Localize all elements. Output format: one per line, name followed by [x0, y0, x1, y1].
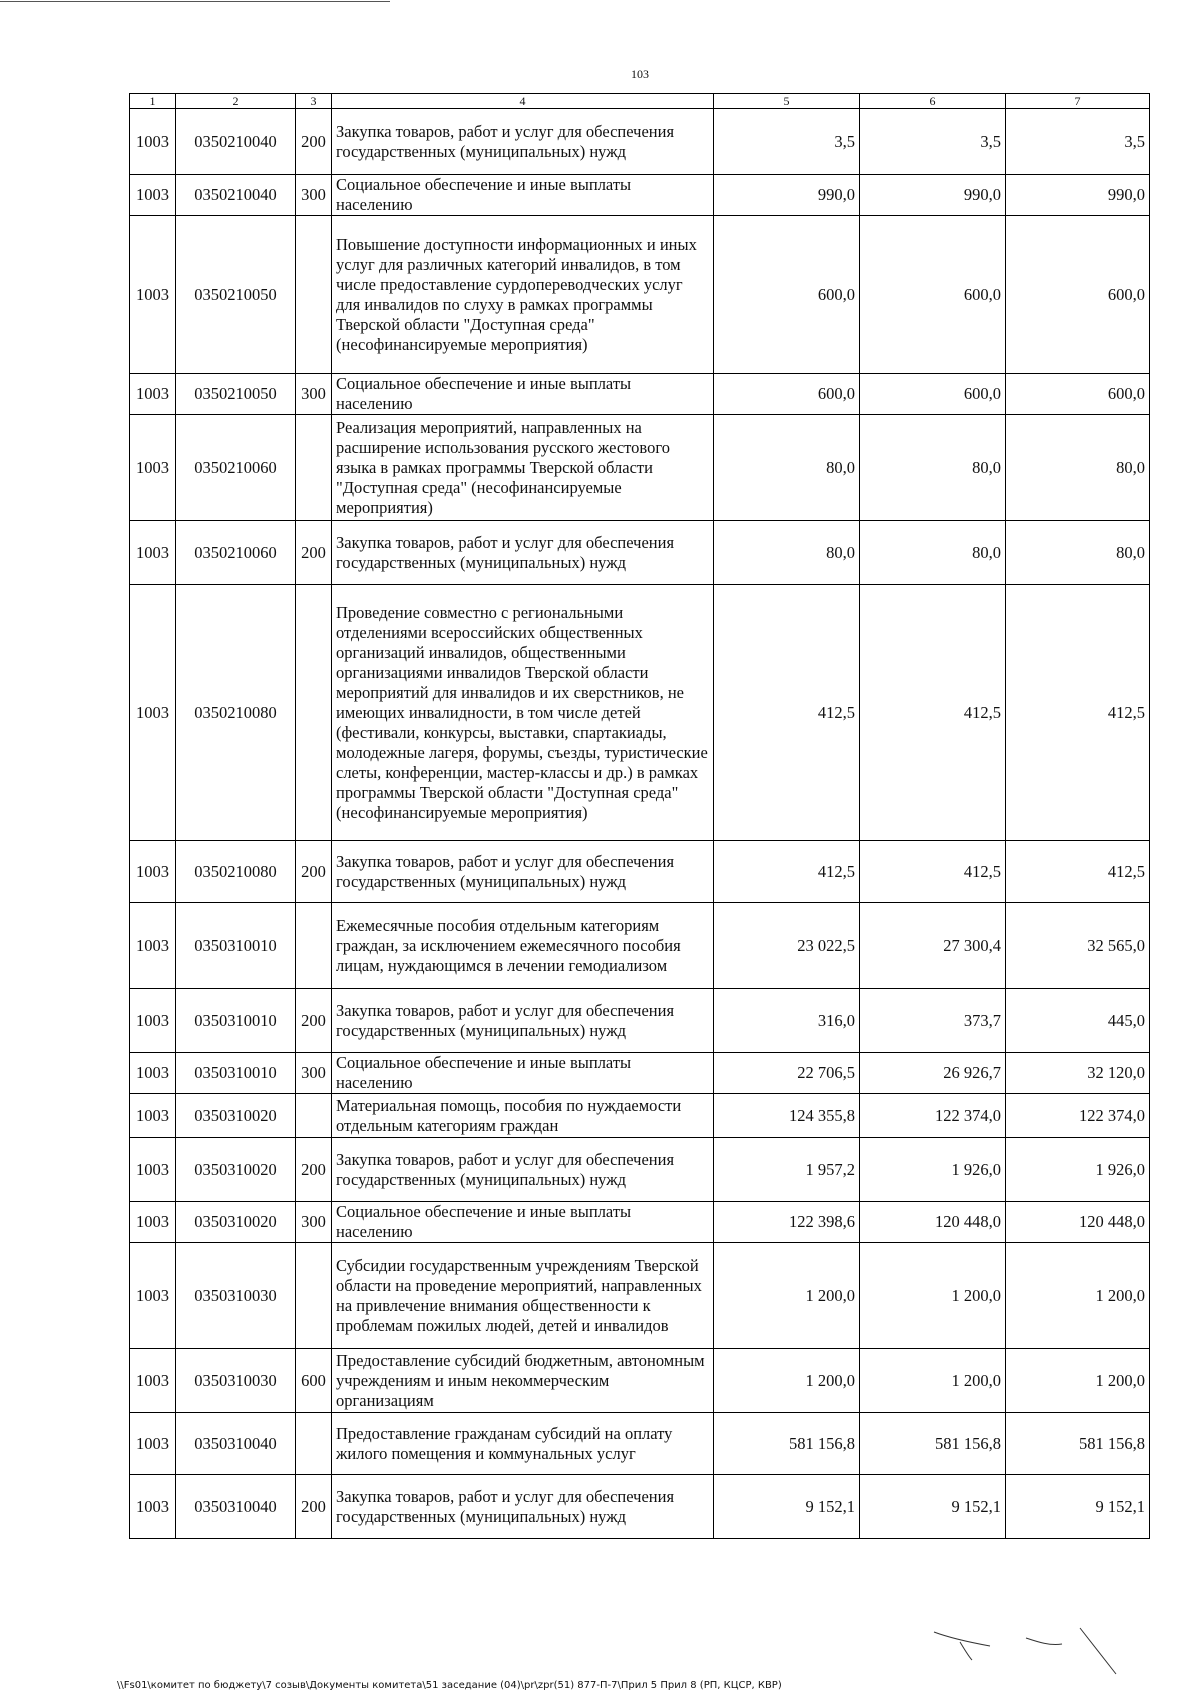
table-row — [130, 1413, 1150, 1475]
amount-year3-cell: 1 200,0 — [1006, 1349, 1150, 1413]
description-cell: Проведение совместно с региональными отделениями всероссийских общественных организаций инвалидов, общественными организациями инвалидов Тверской области мероприятий для инвалидов и их сверстников, не имеющих инвалидности, в том числе детей (фестивали, конкурсы, выставки, спартакиады, молодежные лагеря, форумы, съезды, туристические слеты, конференции, мастер-классы и др.) в рамках программы Тверской области "Доступная среда" (несофинансируемые мероприятия) — [332, 585, 714, 841]
description-cell: Ежемесячные пособия отдельным категориям граждан, за исключением ежемесячного пособия лицам, нуждающимся в лечении гемодиализом — [332, 903, 714, 989]
description-cell: Закупка товаров, работ и услуг для обеспечения государственных (муниципальных) нужд — [332, 1138, 714, 1202]
expense-type-cell: 200 — [296, 841, 332, 903]
target-article-cell: 0350210040 — [176, 175, 296, 216]
amount-year3-cell: 600,0 — [1006, 374, 1150, 415]
column-header: 6 — [860, 94, 1006, 109]
amount-year2-cell: 26 926,7 — [860, 1053, 1006, 1094]
description-cell: Закупка товаров, работ и услуг для обеспечения государственных (муниципальных) нужд — [332, 109, 714, 175]
column-number-row — [130, 94, 1150, 109]
table-row — [130, 903, 1150, 989]
expense-type-cell: 200 — [296, 521, 332, 585]
section-code-cell: 1003 — [130, 1202, 176, 1243]
table-row — [130, 109, 1150, 175]
description-cell: Повышение доступности информационных и иных услуг для различных категорий инвалидов, в том числе предоставление сурдопереводческих услуг для инвалидов по слуху в рамках программы Тверской области "Доступная среда" (несофинансируемые мероприятия) — [332, 216, 714, 374]
table-row — [130, 1349, 1150, 1413]
description-cell: Закупка товаров, работ и услуг для обеспечения государственных (муниципальных) нужд — [332, 841, 714, 903]
expense-type-cell — [296, 903, 332, 989]
expense-type-cell: 200 — [296, 989, 332, 1053]
expense-type-cell: 300 — [296, 1202, 332, 1243]
target-article-cell: 0350210060 — [176, 521, 296, 585]
section-code-cell: 1003 — [130, 585, 176, 841]
top-rule — [0, 1, 390, 2]
amount-year2-cell: 122 374,0 — [860, 1094, 1006, 1138]
section-code-cell: 1003 — [130, 1094, 176, 1138]
table-row — [130, 521, 1150, 585]
column-header: 4 — [332, 94, 714, 109]
description-cell: Социальное обеспечение и иные выплаты населению — [332, 175, 714, 216]
section-code-cell: 1003 — [130, 1349, 176, 1413]
amount-year3-cell: 120 448,0 — [1006, 1202, 1150, 1243]
section-code-cell: 1003 — [130, 841, 176, 903]
section-code-cell: 1003 — [130, 1475, 176, 1539]
description-cell: Предоставление гражданам субсидий на оплату жилого помещения и коммунальных услуг — [332, 1413, 714, 1475]
target-article-cell: 0350210040 — [176, 109, 296, 175]
amount-year2-cell: 373,7 — [860, 989, 1006, 1053]
section-code-cell: 1003 — [130, 1413, 176, 1475]
amount-year2-cell: 1 200,0 — [860, 1243, 1006, 1349]
column-header: 5 — [714, 94, 860, 109]
amount-year2-cell: 9 152,1 — [860, 1475, 1006, 1539]
amount-year3-cell: 32 565,0 — [1006, 903, 1150, 989]
section-code-cell: 1003 — [130, 175, 176, 216]
section-code-cell: 1003 — [130, 903, 176, 989]
amount-year3-cell: 32 120,0 — [1006, 1053, 1150, 1094]
amount-year3-cell: 122 374,0 — [1006, 1094, 1150, 1138]
amount-year1-cell: 80,0 — [714, 521, 860, 585]
target-article-cell: 0350310040 — [176, 1475, 296, 1539]
expense-type-cell — [296, 585, 332, 841]
table-row — [130, 1053, 1150, 1094]
amount-year1-cell: 22 706,5 — [714, 1053, 860, 1094]
expense-type-cell: 300 — [296, 1053, 332, 1094]
budget-table — [129, 93, 1150, 1539]
amount-year1-cell: 1 200,0 — [714, 1243, 860, 1349]
table-row — [130, 415, 1150, 521]
target-article-cell: 0350310020 — [176, 1138, 296, 1202]
amount-year3-cell: 3,5 — [1006, 109, 1150, 175]
expense-type-cell — [296, 1243, 332, 1349]
amount-year1-cell: 9 152,1 — [714, 1475, 860, 1539]
section-code-cell: 1003 — [130, 1138, 176, 1202]
table-row — [130, 1475, 1150, 1539]
target-article-cell: 0350310030 — [176, 1349, 296, 1413]
description-cell: Реализация мероприятий, направленных на расширение использования русского жестового языка в рамках программы Тверской области "Доступная среда" (несофинансируемые мероприятия) — [332, 415, 714, 521]
amount-year2-cell: 3,5 — [860, 109, 1006, 175]
table-row — [130, 1243, 1150, 1349]
amount-year2-cell: 581 156,8 — [860, 1413, 1006, 1475]
description-cell: Субсидии государственным учреждениям Тверской области на проведение мероприятий, направленных на привлечение внимания общественности к проблемам пожилых людей, детей и инвалидов — [332, 1243, 714, 1349]
amount-year1-cell: 412,5 — [714, 841, 860, 903]
amount-year1-cell: 581 156,8 — [714, 1413, 860, 1475]
table-row — [130, 1094, 1150, 1138]
target-article-cell: 0350210080 — [176, 841, 296, 903]
amount-year1-cell: 80,0 — [714, 415, 860, 521]
table-row — [130, 216, 1150, 374]
section-code-cell: 1003 — [130, 521, 176, 585]
amount-year1-cell: 990,0 — [714, 175, 860, 216]
amount-year2-cell: 80,0 — [860, 415, 1006, 521]
section-code-cell: 1003 — [130, 415, 176, 521]
expense-type-cell: 600 — [296, 1349, 332, 1413]
amount-year1-cell: 316,0 — [714, 989, 860, 1053]
expense-type-cell — [296, 415, 332, 521]
amount-year1-cell: 122 398,6 — [714, 1202, 860, 1243]
table-row — [130, 989, 1150, 1053]
expense-type-cell: 300 — [296, 374, 332, 415]
amount-year2-cell: 412,5 — [860, 841, 1006, 903]
description-cell: Социальное обеспечение и иные выплаты населению — [332, 1053, 714, 1094]
target-article-cell: 0350210050 — [176, 216, 296, 374]
table-row — [130, 1202, 1150, 1243]
amount-year1-cell: 1 957,2 — [714, 1138, 860, 1202]
target-article-cell: 0350310020 — [176, 1202, 296, 1243]
description-cell: Социальное обеспечение и иные выплаты населению — [332, 374, 714, 415]
table-row — [130, 175, 1150, 216]
description-cell: Предоставление субсидий бюджетным, автономным учреждениям и иным некоммерческим организациям — [332, 1349, 714, 1413]
amount-year3-cell: 80,0 — [1006, 415, 1150, 521]
amount-year2-cell: 1 200,0 — [860, 1349, 1006, 1413]
target-article-cell: 0350310010 — [176, 989, 296, 1053]
expense-type-cell: 200 — [296, 109, 332, 175]
amount-year1-cell: 600,0 — [714, 216, 860, 374]
amount-year1-cell: 3,5 — [714, 109, 860, 175]
amount-year2-cell: 120 448,0 — [860, 1202, 1006, 1243]
amount-year3-cell: 412,5 — [1006, 841, 1150, 903]
amount-year2-cell: 412,5 — [860, 585, 1006, 841]
section-code-cell: 1003 — [130, 216, 176, 374]
amount-year3-cell: 990,0 — [1006, 175, 1150, 216]
description-cell: Закупка товаров, работ и услуг для обеспечения государственных (муниципальных) нужд — [332, 1475, 714, 1539]
column-header: 3 — [296, 94, 332, 109]
amount-year3-cell: 600,0 — [1006, 216, 1150, 374]
description-cell: Социальное обеспечение и иные выплаты населению — [332, 1202, 714, 1243]
target-article-cell: 0350210050 — [176, 374, 296, 415]
section-code-cell: 1003 — [130, 1053, 176, 1094]
amount-year2-cell: 990,0 — [860, 175, 1006, 216]
amount-year2-cell: 600,0 — [860, 216, 1006, 374]
target-article-cell: 0350210080 — [176, 585, 296, 841]
description-cell: Материальная помощь, пособия по нуждаемости отдельным категориям граждан — [332, 1094, 714, 1138]
column-header: 7 — [1006, 94, 1150, 109]
description-cell: Закупка товаров, работ и услуг для обеспечения государственных (муниципальных) нужд — [332, 989, 714, 1053]
section-code-cell: 1003 — [130, 989, 176, 1053]
amount-year1-cell: 1 200,0 — [714, 1349, 860, 1413]
amount-year3-cell: 1 926,0 — [1006, 1138, 1150, 1202]
section-code-cell: 1003 — [130, 1243, 176, 1349]
expense-type-cell — [296, 216, 332, 374]
amount-year3-cell: 1 200,0 — [1006, 1243, 1150, 1349]
amount-year1-cell: 23 022,5 — [714, 903, 860, 989]
section-code-cell: 1003 — [130, 374, 176, 415]
expense-type-cell — [296, 1413, 332, 1475]
table-row — [130, 585, 1150, 841]
column-header: 1 — [130, 94, 176, 109]
amount-year1-cell: 412,5 — [714, 585, 860, 841]
amount-year3-cell: 412,5 — [1006, 585, 1150, 841]
expense-type-cell: 200 — [296, 1138, 332, 1202]
amount-year1-cell: 600,0 — [714, 374, 860, 415]
amount-year3-cell: 445,0 — [1006, 989, 1150, 1053]
amount-year3-cell: 80,0 — [1006, 521, 1150, 585]
target-article-cell: 0350210060 — [176, 415, 296, 521]
amount-year2-cell: 27 300,4 — [860, 903, 1006, 989]
target-article-cell: 0350310010 — [176, 903, 296, 989]
target-article-cell: 0350310010 — [176, 1053, 296, 1094]
page-number: 103 — [631, 67, 649, 81]
table-row — [130, 374, 1150, 415]
target-article-cell: 0350310030 — [176, 1243, 296, 1349]
amount-year2-cell: 80,0 — [860, 521, 1006, 585]
expense-type-cell — [296, 1094, 332, 1138]
expense-type-cell: 200 — [296, 1475, 332, 1539]
amount-year3-cell: 581 156,8 — [1006, 1413, 1150, 1475]
amount-year2-cell: 600,0 — [860, 374, 1006, 415]
target-article-cell: 0350310040 — [176, 1413, 296, 1475]
section-code-cell: 1003 — [130, 109, 176, 175]
amount-year1-cell: 124 355,8 — [714, 1094, 860, 1138]
target-article-cell: 0350310020 — [176, 1094, 296, 1138]
description-cell: Закупка товаров, работ и услуг для обеспечения государственных (муниципальных) нужд — [332, 521, 714, 585]
expense-type-cell: 300 — [296, 175, 332, 216]
table-row — [130, 1138, 1150, 1202]
handwritten-mark — [930, 1624, 1130, 1684]
table-row — [130, 841, 1150, 903]
amount-year3-cell: 9 152,1 — [1006, 1475, 1150, 1539]
amount-year2-cell: 1 926,0 — [860, 1138, 1006, 1202]
column-header: 2 — [176, 94, 296, 109]
file-path-footer: \\Fs01\комитет по бюджету\7 созыв\Документы комитета\51 заседание (04)\pr\zpr(51) 877-П-7\Прил 5 Прил 8 (РП, КЦСР, КВР) — [117, 1680, 782, 1691]
